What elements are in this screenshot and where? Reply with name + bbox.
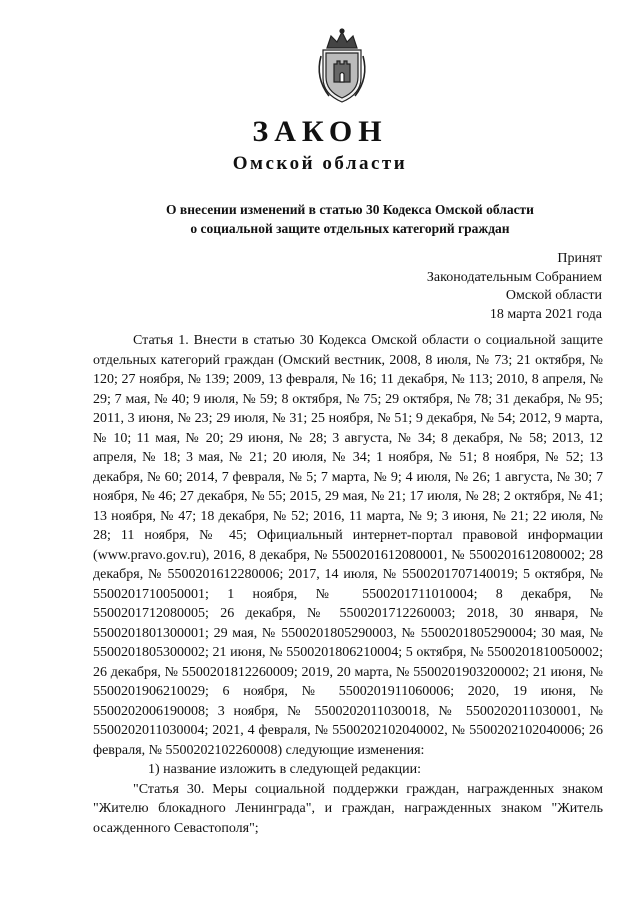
adoption-line-1: Принят — [557, 251, 602, 266]
law-title: ЗАКОН — [252, 115, 388, 148]
amendment-quote: "Статья 30. Меры социальной поддержки граждан, награжденных знаком "Жителю блокадного Ленинграда", и граждан, награжденных знаком "Житель осажденного Севастополя"; — [93, 781, 603, 836]
adoption-date: 18 марта 2021 года — [489, 306, 602, 322]
adoption-line-3: Омской области — [505, 288, 602, 303]
amendment-item-1: 1) название изложить в следующей редакции: — [148, 762, 422, 777]
law-body — [93, 331, 603, 838]
region-name: Омской области — [232, 153, 408, 174]
law-subject-line-2: о социальной защите отдельных категорий граждан — [190, 221, 510, 236]
adoption-line-2: Законодательным Собранием — [426, 269, 602, 285]
adoption-block — [427, 250, 602, 324]
law-subject-line-1: О внесении изменений в статью 30 Кодекса Омской области — [166, 202, 534, 217]
law-subject — [0, 200, 640, 238]
article-1-paragraph: Статья 1. Внести в статью 30 Кодекса Омской области о социальной защите отдельных категорий граждан (Омский вестник, 2008, 8 июля, № 73; 21 октября, № 120; 27 ноября, № 139; 2009, 13 февраля, № 16; 11 декабря, № 113; 2010, 8 апреля, № 29; 7 мая, № 40; 9 июля, № 59; 8 октября, № 75; 29 октября, № 78; 31 декабря, № 95; 2011, 3 июня, № 23; 29 июля, № 31; 25 ноября, № 51; 9 декабря, № 54; 2012, 9 марта, № 10; 11 мая, № 20; 29 июня, № 28; 3 августа, № 34; 8 декабря, № 58; 2013, 12 апреля, № 18; 3 мая, № 21; 20 июля, № 34; 1 ноября, № 51; 8 ноября, № 52; 13 декабря, № 60; 2014, 7 февраля, № 5; 7 марта, № 9; 4 июля, № 26; 1 августа, № 30; 7 ноября, № 46; 27 декабря, № 55; 2015, 29 мая, № 21; 17 июля, № 28; 2 октября, № 41; 13 ноября, № 47; 18 декабря, № 52; 2016, 11 марта, № 9; 3 июня, № 21; 22 июля, № 28; 11 ноября, № 45; Официальный интернет-портал правовой информации (www.pravo.gov.ru), 2016, 8 декабря, № 5500201612080001, № 5500201612080002; 28 декабря, № 5500201612280006; 2017, 14 июля, № 5500201707140019; 5 октября, № 5500201710050001; 1 ноября, № 5500201711010004; 8 декабря, № 5500201712080005; 26 декабря, № 5500201712260003; 2018, 30 января, № 5500201801300001; 29 мая, № 5500201805290003, № 5500201805290004; 30 мая, № 5500201805300002; 21 июня, № 5500201806210004; 5 октября, № 5500201810050002; 26 декабря, № 5500201812260009; 2019, 20 марта, № 5500201903200002; 21 июня, № 5500201906210029; 6 ноября, № 5500201911060006; 2020, 19 июня, № 5500202006190008; 3 ноября, № 5500202011030018, № 5500202011030001, № 5500202011030004; 2021, 4 февраля, № 5500202102040002, № 5500202102040006; 26 февраля, № 5500202102260008) следующие изменения: — [93, 333, 603, 758]
coat-of-arms-emblem — [313, 26, 371, 106]
